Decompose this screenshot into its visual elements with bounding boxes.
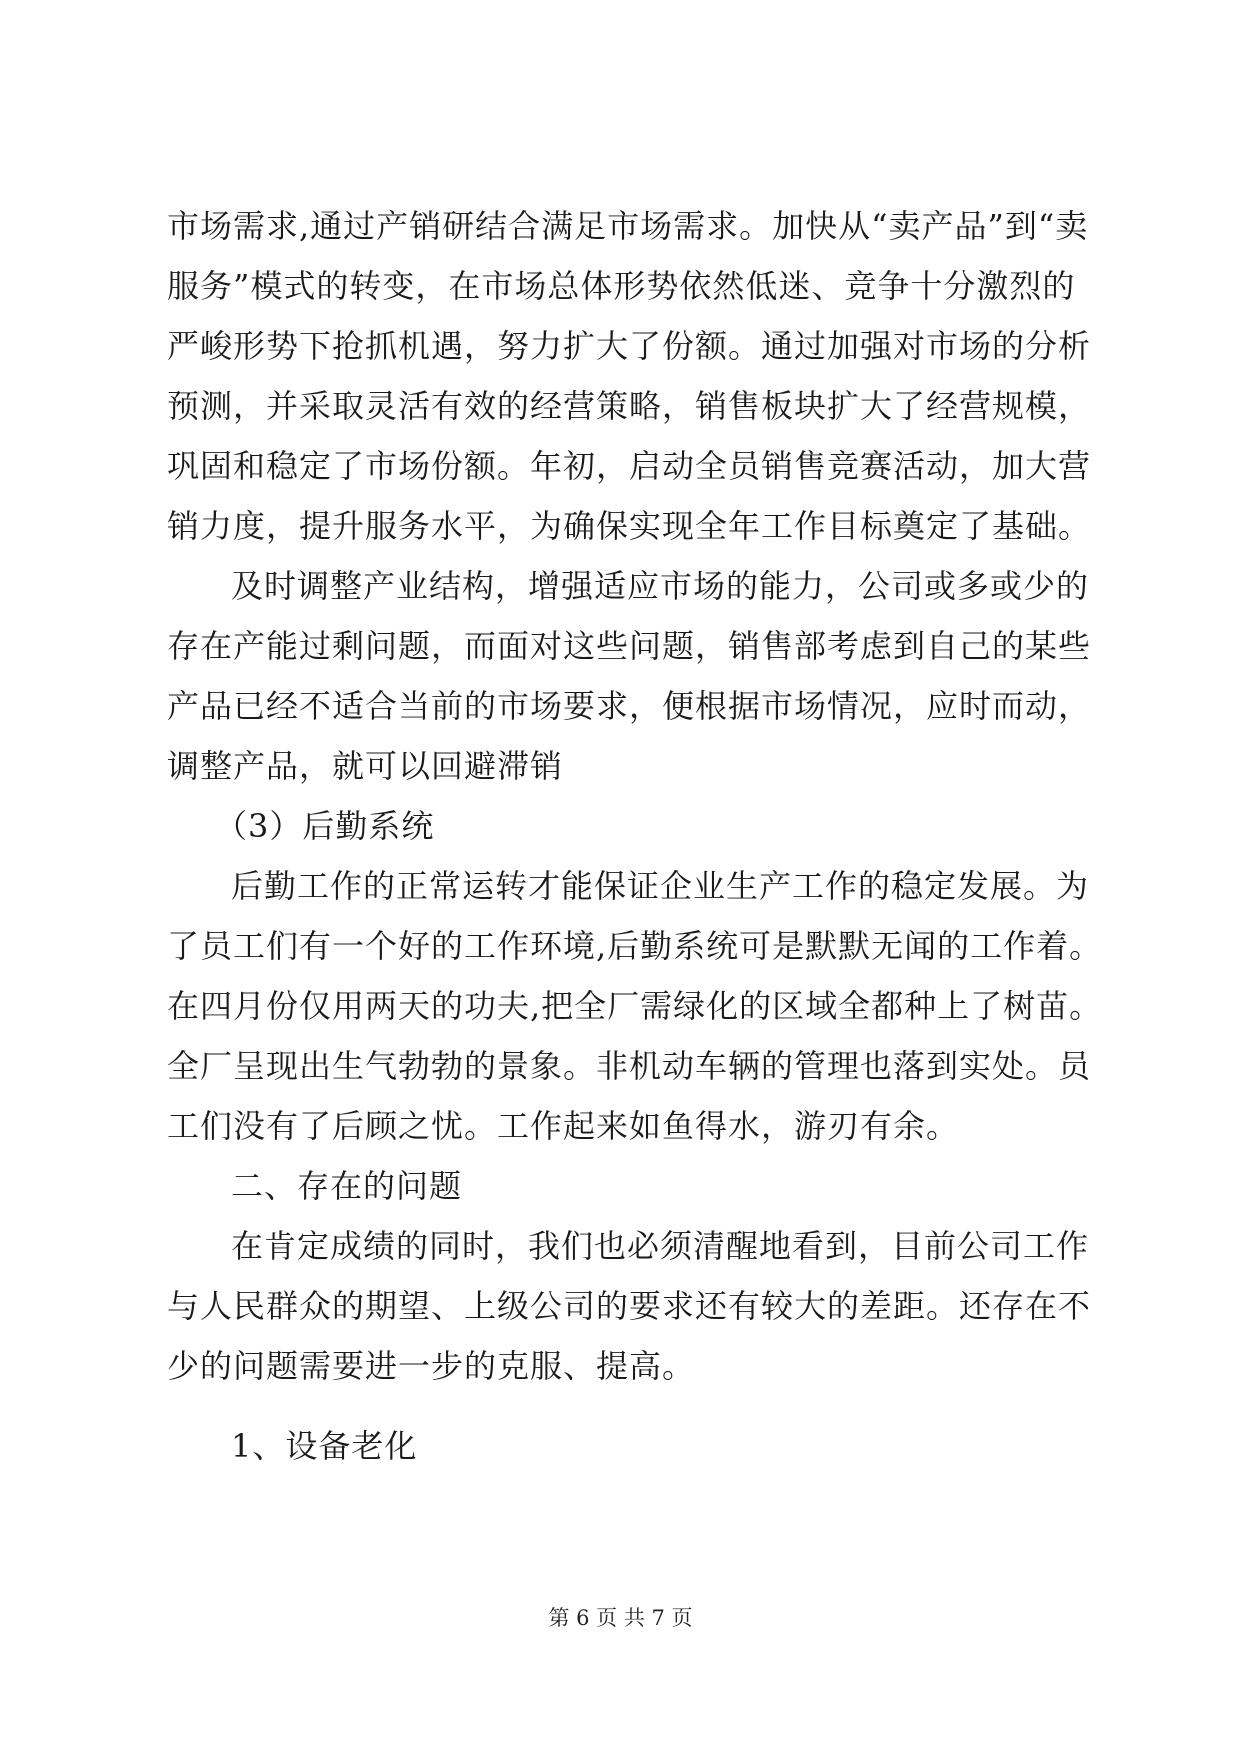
text-line: 产品已经不适合当前的市场要求，便根据市场情况，应时而动，	[167, 687, 1092, 725]
text-line: 全厂呈现出生气勃勃的景象。非机动车辆的管理也落到实处。员	[167, 1047, 1092, 1085]
section-heading: （3）后勤系统	[215, 807, 435, 845]
paragraph-start: 在肯定成绩的同时，我们也必须清醒地看到，目前公司工作	[231, 1227, 1090, 1265]
text-line: 了员工们有一个好的工作环境,后勤系统可是默默无闻的工作着。	[167, 927, 1103, 965]
text-line: 与人民群众的期望、上级公司的要求还有较大的差距。还存在不	[167, 1287, 1092, 1325]
text-line: 市场需求,通过产销研结合满足市场需求。加快从“卖产品”到“卖	[167, 207, 1089, 245]
text-line: 存在产能过剩问题，而面对这些问题，销售部考虑到自己的某些	[167, 627, 1092, 665]
page-number-footer: 第 6 页 共 7 页	[548, 1606, 693, 1630]
section-heading: 二、存在的问题	[231, 1167, 463, 1205]
text-line: 服务”模式的转变，在市场总体形势依然低迷、竞争十分激烈的	[167, 267, 1076, 305]
text-line: 预测，并采取灵活有效的经营策略，销售板块扩大了经营规模，	[167, 387, 1092, 425]
text-line: 调整产品，就可以回避滞销	[167, 747, 564, 785]
text-line: 少的问题需要进一步的克服、提高。	[167, 1347, 696, 1385]
text-line: 在四月份仅用两天的功夫,把全厂需绿化的区域全都种上了树苗。	[167, 987, 1103, 1025]
text-line: 巩固和稳定了市场份额。年初，启动全员销售竞赛活动，加大营	[167, 447, 1092, 485]
paragraph-start: 后勤工作的正常运转才能保证企业生产工作的稳定发展。为	[231, 867, 1090, 905]
paragraph-start: 及时调整产业结构，增强适应市场的能力，公司或多或少的	[231, 567, 1090, 605]
text-line: 工们没有了后顾之忧。工作起来如鱼得水，游刃有余。	[167, 1107, 960, 1145]
text-line: 销力度，提升服务水平，为确保实现全年工作目标奠定了基础。	[167, 507, 1092, 545]
subsection-heading: 1、设备老化	[231, 1427, 418, 1465]
text-line: 严峻形势下抢抓机遇，努力扩大了份额。通过加强对市场的分析	[167, 327, 1092, 365]
